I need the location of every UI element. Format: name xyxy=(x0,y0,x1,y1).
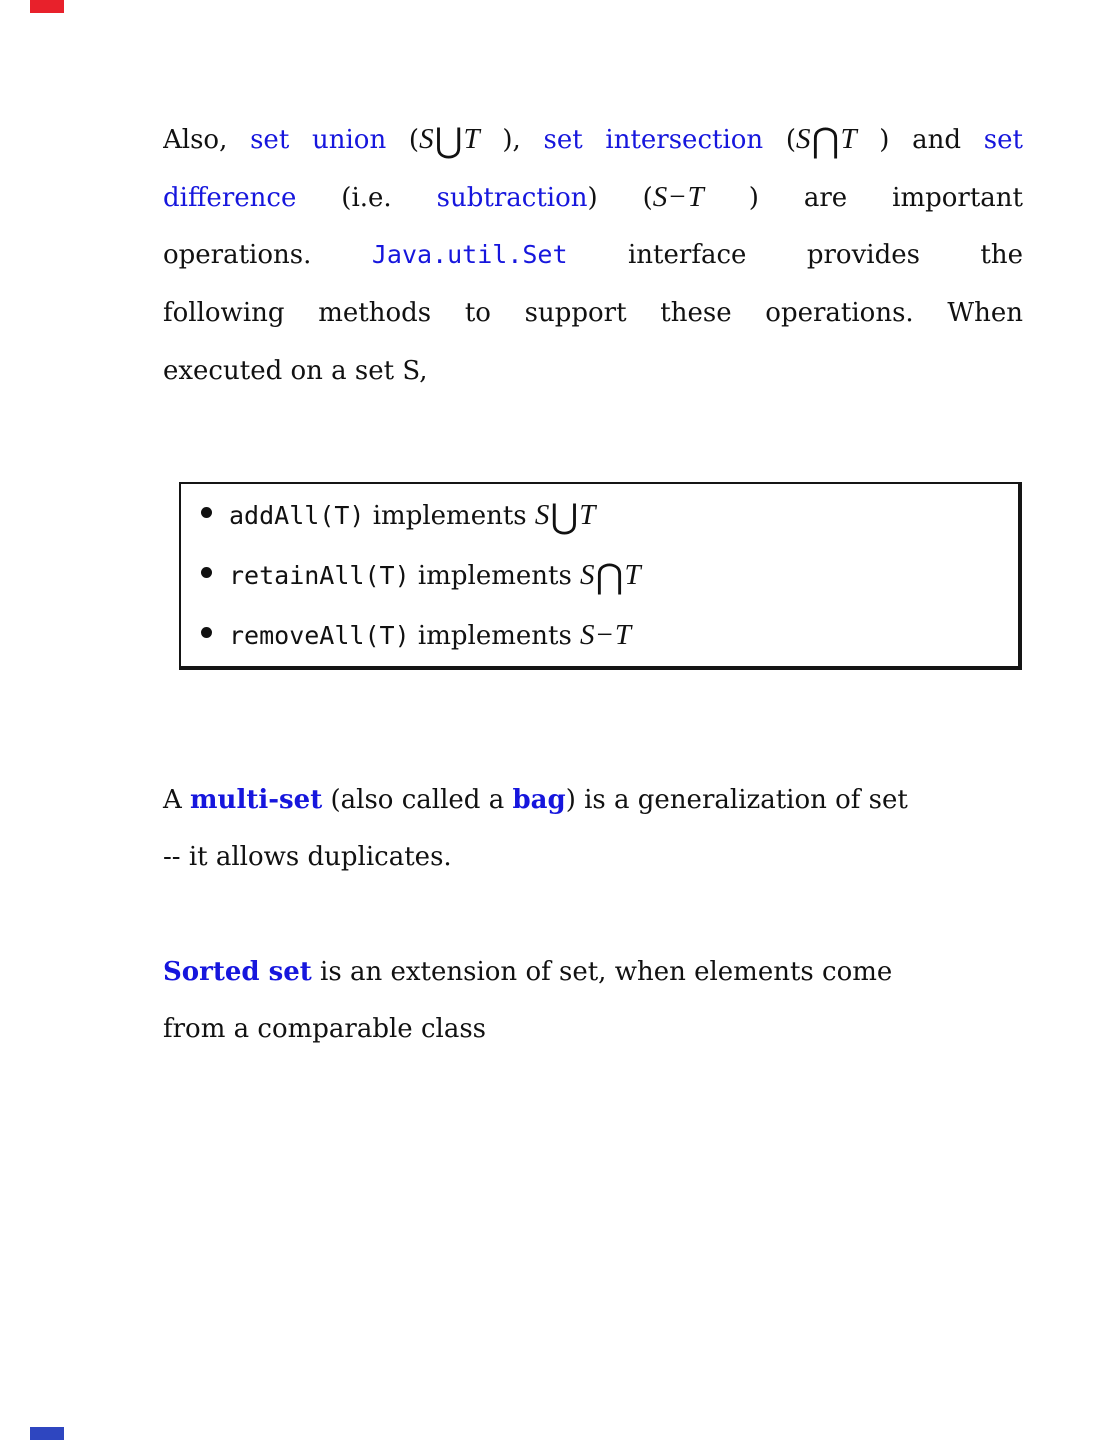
link-set-intersection[interactable]: set intersection xyxy=(543,125,764,155)
text-run: implements xyxy=(409,621,581,651)
bullet-text xyxy=(229,557,641,597)
code-retainall: retainAll(T) xyxy=(229,561,410,590)
text-line xyxy=(163,110,1023,168)
text-run: Also, xyxy=(163,125,251,155)
text-run: implements xyxy=(409,561,581,591)
link-set-difference[interactable]: difference xyxy=(163,183,297,213)
math-variable: S xyxy=(580,619,595,651)
text-run: operations. xyxy=(163,240,372,270)
code-addall: addAll(T) xyxy=(229,501,365,530)
union-operator: ⋃ xyxy=(550,497,579,537)
sortedset-paragraph xyxy=(163,944,1023,1058)
text-line xyxy=(163,944,1023,1001)
text-line xyxy=(163,829,1023,886)
bullet-text xyxy=(229,497,596,537)
bullet-item xyxy=(201,605,1008,665)
bullet-text xyxy=(229,621,631,651)
text-line xyxy=(163,772,1023,829)
slide-body xyxy=(163,110,1023,1058)
text-run: from a comparable class xyxy=(163,1014,487,1044)
text-run: ) is a generalization of set xyxy=(565,785,908,815)
bullet-item xyxy=(201,485,1008,545)
text-run: -- it allows duplicates. xyxy=(163,842,452,872)
previous-page-edge-bar xyxy=(30,0,64,13)
math-variable: T xyxy=(614,619,632,651)
text-run: interface provides the xyxy=(567,240,1023,270)
link-subtraction[interactable]: subtraction xyxy=(436,183,588,213)
text-run: ) are important xyxy=(703,183,1023,213)
text-run: following methods to support these operations. When xyxy=(163,298,1023,328)
text-run: (i.e. xyxy=(296,183,437,213)
math-variable: S xyxy=(796,123,811,155)
math-variable: T xyxy=(687,181,704,213)
link-java-util-set[interactable]: Java.util.Set xyxy=(371,240,568,269)
text-run: implements xyxy=(364,501,535,531)
math-variable: S xyxy=(419,123,434,155)
text-run: A xyxy=(163,785,191,815)
text-run: is an extension of set, when elements come xyxy=(311,957,893,987)
math-variable: S xyxy=(580,559,595,591)
bullet-icon xyxy=(201,627,212,638)
text-line xyxy=(163,226,1023,284)
intro-paragraph xyxy=(163,110,1023,400)
intersection-operator: ⋂ xyxy=(595,557,624,597)
math-variable: S xyxy=(534,499,550,531)
text-line xyxy=(163,168,1023,226)
link-set-difference[interactable]: set xyxy=(983,125,1023,155)
text-run: ) and xyxy=(856,125,984,155)
bullet-icon xyxy=(201,567,212,578)
intersection-operator: ⋂ xyxy=(811,121,840,161)
math-variable: T xyxy=(579,499,596,531)
methods-box xyxy=(179,482,1022,670)
link-set-union[interactable]: set union xyxy=(250,125,387,155)
text-run: ( xyxy=(386,125,420,155)
text-run: ( xyxy=(763,125,797,155)
next-page-edge-bar xyxy=(30,1427,64,1440)
text-run: ) ( xyxy=(587,183,653,213)
text-line xyxy=(163,342,1023,400)
union-operator: ⋃ xyxy=(434,121,463,161)
text-run: (also called a xyxy=(322,785,513,815)
math-variable: T xyxy=(463,123,480,155)
text-line xyxy=(163,1001,1023,1058)
term-sorted-set: Sorted set xyxy=(163,957,312,987)
text-line xyxy=(163,284,1023,342)
term-bag: bag xyxy=(512,785,566,815)
minus-operator: − xyxy=(669,181,686,213)
minus-operator: − xyxy=(596,619,613,651)
multiset-paragraph xyxy=(163,772,1023,886)
bullet-item xyxy=(201,545,1008,605)
code-removeall: removeAll(T) xyxy=(229,621,410,650)
math-variable: T xyxy=(840,123,857,155)
text-run: executed on a set S, xyxy=(163,356,428,386)
math-variable: T xyxy=(624,559,641,591)
bullet-icon xyxy=(201,507,212,518)
term-multi-set: multi-set xyxy=(190,785,323,815)
math-variable: S xyxy=(652,181,668,213)
text-run: ), xyxy=(479,125,544,155)
